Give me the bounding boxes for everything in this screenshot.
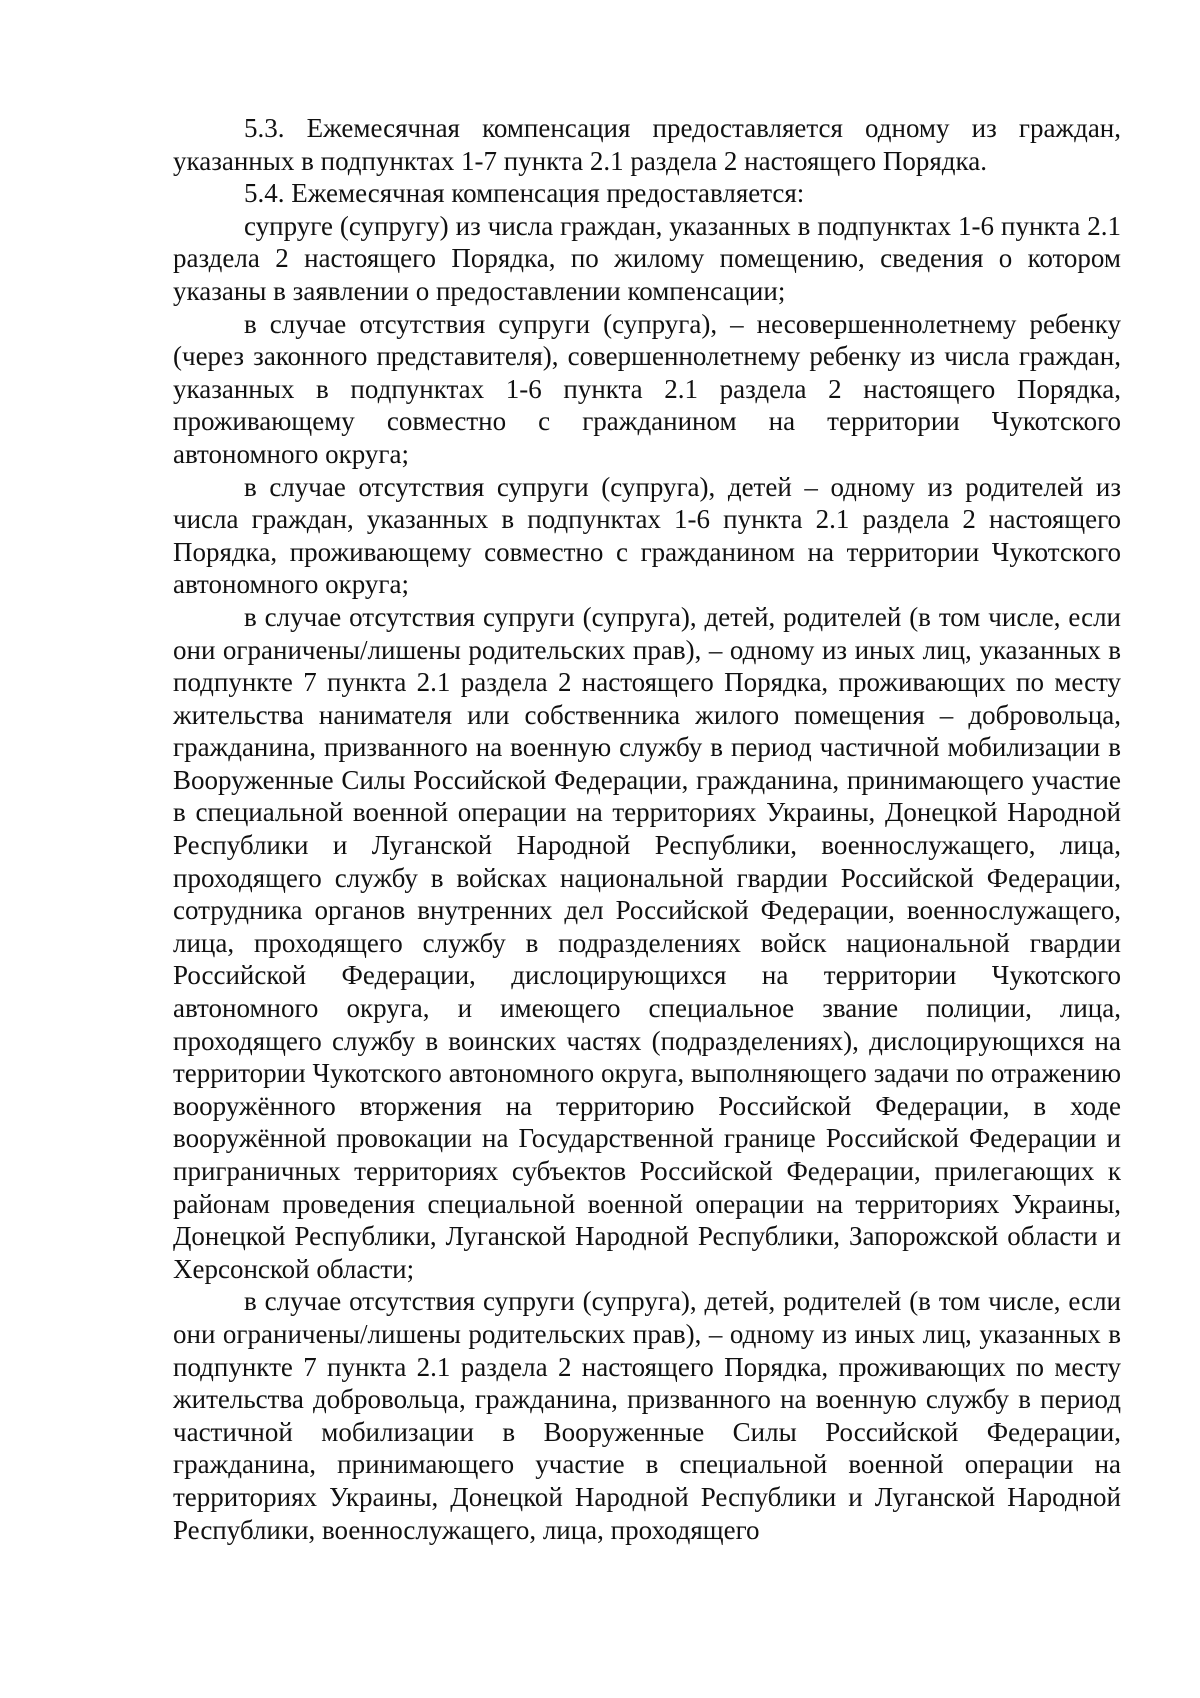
paragraph-5-3: 5.3. Ежемесячная компенсация предоставляется одному из граждан, указанных в подпунктах 1-7 пункта 2.1 раздела 2 настоящего Порядка. — [173, 113, 1121, 176]
paragraph-5-4: 5.4. Ежемесячная компенсация предоставляется: — [244, 178, 805, 209]
paragraph-child: в случае отсутствия супруги (супруга), – несовершеннолетнему ребенку (через законного представителя), совершеннолетнему ребенку из числа граждан, указанных в подпунктах 1-6 пункта 2.1 раздела 2 настоящего Порядка, проживающему совместно с гражданином на территории Чукотского автономного округа; — [173, 308, 1121, 469]
paragraph-parent: в случае отсутствия супруги (супруга), детей – одному из родителей из числа граждан, указанных в подпунктах 1-6 пункта 2.1 раздела 2 настоящего Порядка, проживающему совместно с гражданином на территории Чукотского автономного округа; — [173, 471, 1121, 600]
paragraph-other-persons-owner: в случае отсутствия супруги (супруга), детей, родителей (в том числе, если они ограничены/лишены родительских прав), – одному из иных лиц, указанных в подпункте 7 пункта 2.1 раздела 2 настоящего Порядка, проживающих по месту жительства нанимателя или собственника жилого помещения – добровольца, гражданина, призванного на военную службу в период частичной мобилизации в Вооруженные Силы Российской Федерации, гражданина, принимающего участие в специальной военной операции на территориях Украины, Донецкой Народной Республики и Луганской Народной Республики, военнослужащего, лица, проходящего службу в войсках национальной гвардии Российской Федерации, сотрудника органов внутренних дел Российской Федерации, военнослужащего, лица, проходящего службу в подразделениях войск национальной гвардии Российской Федерации, дислоцирующихся на территории Чукотского автономного округа, и имеющего специальное звание полиции, лица, проходящего службу в воинских частях (подразделениях), дислоцирующихся на территории Чукотского автономного округа, выполняющего задачи по отражению вооружённого вторжения на территорию Российской Федерации, в ходе вооружённой провокации на Государственной границе Российской Федерации и приграничных территориях субъектов Российской Федерации, прилегающих к районам проведения специальной военной операции на территориях Украины, Донецкой Республики, Луганской Народной Республики, Запорожской области и Херсонской области; — [173, 601, 1121, 1284]
document-page — [173, 112, 1121, 1546]
paragraph-spouse: супруге (супругу) из числа граждан, указанных в подпунктах 1-6 пункта 2.1 раздела 2 настоящего Порядка, по жилому помещению, сведения о котором указаны в заявлении о предоставлении компенсации; — [173, 210, 1121, 306]
paragraph-other-persons-volunteer: в случае отсутствия супруги (супруга), детей, родителей (в том числе, если они ограничены/лишены родительских прав), – одному из иных лиц, указанных в подпункте 7 пункта 2.1 раздела 2 настоящего Порядка, проживающих по месту жительства добровольца, гражданина, призванного на военную службу в период частичной мобилизации в Вооруженные Силы Российской Федерации, гражданина, принимающего участие в специальной военной операции на территориях Украины, Донецкой Народной Республики и Луганской Народной Республики, военнослужащего, лица, проходящего — [173, 1286, 1121, 1545]
